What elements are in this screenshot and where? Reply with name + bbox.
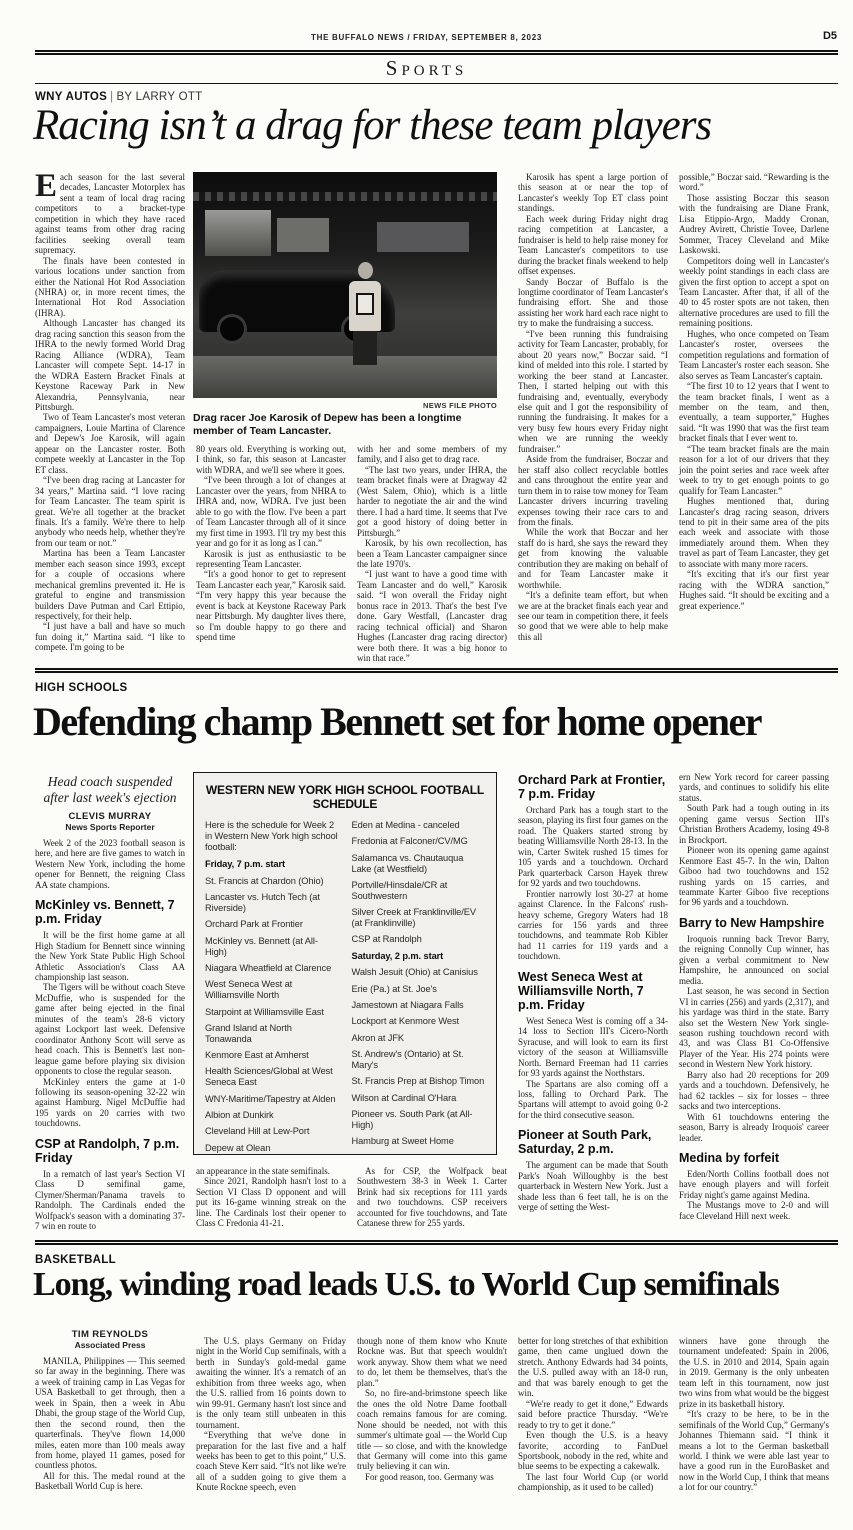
paragraph: Erie (Pa.) at St. Joe's <box>351 983 437 994</box>
column-subhead: Orchard Park at Frontier, 7 p.m. Friday <box>518 773 666 801</box>
driver-legs <box>353 331 377 365</box>
paragraph: 80 years old. Everything is working out, I think, so far, this season at Lancaster with WDRA, and we'll see where it goes. <box>196 444 346 475</box>
paragraph: CSP at Randolph <box>351 934 422 945</box>
paragraph: Hamburg at Sweet Home <box>351 1136 454 1147</box>
paragraph: ern New York record for career passing yards, and continues to solidify his elite status. <box>679 772 829 803</box>
paragraph: Albion at Dunkirk <box>205 1110 274 1121</box>
paragraph: possible,” Boczar said. “Rewarding is the word.” <box>679 172 829 193</box>
schedule-group-heading: Friday, 7 p.m. start <box>205 859 285 870</box>
author-title: News Sports Reporter <box>65 822 155 833</box>
paragraph: So, no fire-and-brimstone speech like the ones the old Notre Dame football coach remains famous for are coming. None should be needed, not with this summer's ultimate goal — the World Cup title — so close, and with the knowledge that Germany will come into this game truly believing it can win. <box>357 1388 507 1472</box>
racing-column-1 <box>35 172 185 653</box>
paragraph: “I've been drag racing at Lancaster for 34 years,” Martina said. “I love racing for Team Lancaster. The team spirit is great. We're all together at the bracket finals. It's a family. We're there to help anybody who needs help, whether they're from our team or not.” <box>35 475 185 548</box>
paragraph: The argument can be made that South Park's Noah Willoughby is the best quarterback in Western New York. Just a shade less than 6 feet tall, he is on the verge of setting the West- <box>518 1160 668 1213</box>
author-title: Associated Press <box>74 1340 146 1351</box>
highschools-column-1 <box>35 772 185 1232</box>
paragraph: Salamanca vs. Chautauqua Lake (at Westfield) <box>351 852 464 874</box>
highschools-column-3 <box>357 1166 507 1250</box>
paragraph: Week 2 of the 2023 football season is here, and here are five games to watch in Western New York, including the home opener for Bennett, the reigning Class AA state champions. <box>35 837 185 890</box>
paragraph: Eden/North Collins football does not have enough players and will forfeit Friday night's game against Medina. <box>679 1168 829 1200</box>
paragraph: “Everything that we've done in preparation for the last five and a half weeks has been to get to this point,” U.S. coach Steve Kerr said. “It's not like we're all of a sudden going to give them a Knute Rockne speech, even <box>196 1430 346 1493</box>
paragraph: Jamestown at Niagara Falls <box>351 999 464 1010</box>
masthead-rule <box>35 50 838 55</box>
paragraph: Pioneer vs. South Park (at All-High) <box>351 1109 473 1130</box>
paragraph: Starpoint at Williamsville East <box>205 1006 324 1017</box>
driver-head <box>358 262 373 279</box>
author-name: TIM REYNOLDS <box>71 1330 149 1340</box>
paragraph: “It's a good honor to get to represent Team Lancaster each year,” Karosik said. “I'm very happy this year because the event is back at Keystone Raceway Park near Pittsburgh. My daughter lives there, so I'm double happy to go there and spend time <box>196 569 346 643</box>
paragraph: Two of Team Lancaster's most veteran campaigners, Louie Martina of Clarence and Depew's Joe Karosik, will again appear on the Lancaster roster. Both compete weekly at Lancaster in the Top ET class. <box>35 412 185 475</box>
schedule-title: WESTERN NEW YORK HIGH SCHOOL FOOTBALL SCHEDULE <box>205 783 485 811</box>
paragraph: Walsh Jesuit (Ohio) at Canisius <box>351 967 478 978</box>
column-subhead: Barry to New Hampshire <box>679 915 825 930</box>
paragraph: Akron at JFK <box>351 1032 405 1043</box>
paragraph: Although Lancaster has changed its drag racing sanction this season from the IHRA to the newly formed World Drag Racing Alliance (WDRA), Team Lancaster will compete Sept. 14-17 in the WDRA Eastern Bracket Finals at Keystone Raceway Park in New Alexandria, Pennsylvania, near Pittsburgh. <box>35 318 185 412</box>
highschools-divider <box>35 668 838 673</box>
paragraph: “I've been running this fundraising activity for Team Lancaster, probably, for about 20 years now,” Boczar said. “I kind of melded into this role. I started by working the beer stand at Lancaster. Then, I started helping out with this fundraising and, eventually, everybody else quit and I got the responsibility of running the fundraising. It makes for a very busy few hours every Friday night when we are running the weekly fundraiser.” <box>518 328 668 454</box>
paragraph: WNY-Maritime/Tapestry at Alden <box>205 1093 336 1104</box>
highschools-column-1-text <box>35 838 185 1232</box>
section-title: Sports <box>385 56 468 80</box>
paragraph: Sandy Boczar of Buffalo is the longtime coordinator of Team Lancaster's fundraising effort. She and those assisting her work hard each race night to try to make the fundraising a success. <box>518 276 668 329</box>
paragraph: St. Francis Prep at Bishop Timon <box>351 1076 485 1087</box>
racing-column-5 <box>679 172 829 611</box>
paragraph: MANILA, Philippines — This seemed so far away in the beginning. There was a week of training camp in Las Vegas for USA Basketball to get through, then a week in Spain, then a week in Abu Dhabi, the group stage of the World Cup, then the second round, then the quarterfinals. They've flown 14,000 miles, eaten more than 100 meals away from home, played 11 games, posed for countless photos. <box>35 1355 185 1471</box>
basketball-kicker: BASKETBALL <box>35 1254 116 1266</box>
paragraph: winners have gone through the tournament undefeated: Spain in 2006, the U.S. in 2010 and 2014, Spain again in 2019. Germany is the only unbeaten team left in this tournament, now just two wins from what would be the biggest prize in its basketball history. <box>679 1336 829 1409</box>
football-schedule-box <box>193 772 497 1155</box>
paragraph: All for this. The medal round at the Basketball World Cup is here. <box>35 1470 185 1492</box>
paragraph: Wilson at Cardinal O'Hara <box>351 1092 457 1103</box>
paragraph: Aside from the fundraiser, Boczar and her staff also collect recyclable bottles and cans throughout the entire year and turn them in to raise tow money for Team Lancaster drivers incurring traveling expenses towing their race cars to and from the finals. <box>518 454 668 527</box>
paragraph: Grand Island at North Tonawanda <box>205 1022 292 1044</box>
basketball-article-body <box>35 1330 841 1530</box>
paragraph: Karosik is just as enthusiastic to be representing Team Lancaster. <box>196 548 346 569</box>
column-subhead: West Seneca West at Williamsville North, 7 p.m. Friday <box>518 969 644 1012</box>
paragraph: Each season for the last several decades, Lancaster Motorplex has sent a team of local drag racing competitors to a bracket-type competition in which they have raced against teams from other drag racing facilities seeking overall team supremacy. <box>35 172 185 256</box>
basketball-column-3 <box>357 1336 507 1482</box>
paragraph: Even though the U.S. is a heavy favorite, according to FanDuel Sportsbook, nobody in the red, white and blue seems to be expecting a cakewalk. <box>518 1430 668 1472</box>
racing-flags-icon <box>193 192 497 201</box>
paragraph: South Park had a tough outing in its opening game versus Section III's Christian Brothers Academy, losing 49-8 in Brockport. <box>679 803 829 845</box>
racing-byline: BY LARRY OTT <box>116 91 203 103</box>
column-subhead: Medina by forfeit <box>679 1150 780 1165</box>
paragraph: Pioneer won its opening game against Kenmore East 45-7. In the win, Dalton Giboo had two touchdowns and 152 rushing yards on 15 carries, and teammate Karter Giboo five receptions for 96 yards and a touchdown. <box>679 845 829 908</box>
racing-column-2 <box>196 444 346 643</box>
schedule-right-column <box>352 820 486 1155</box>
paragraph: Health Sciences/Global at West Seneca East <box>205 1066 333 1088</box>
paragraph: The U.S. plays Germany on Friday night in the World Cup semifinals, with a berth in Sunday's gold-medal game awaiting the winner. It's a rematch of an exhibition from three weeks ago, when the U.S. rallied from 16 points down to win 99-91. Germany hasn't lost since and is the only team still unbeaten in this tournament. <box>196 1336 346 1430</box>
car-wheel <box>217 314 247 344</box>
paragraph: Since 2021, Randolph hasn't lost to a Section VI Class D opponent and will put its 16-game winning streak on the line. The Cardinals lost their opener to Class C Fredonia 41-21. <box>196 1176 346 1229</box>
paragraph: As for CSP, the Wolfpack beat Southwestern 38-3 in Week 1. Carter Brink had six receptions for 111 yards and two touchdowns. CSP receivers accounted for five touchdowns, and Tate Catanese threw for 255 yards. <box>357 1166 507 1229</box>
schedule-group-heading: Saturday, 2 p.m. start <box>351 950 444 961</box>
paragraph: Portville/Hinsdale/CR at Southwestern <box>351 879 448 901</box>
kicker-label: WNY AUTOS <box>35 91 108 103</box>
paragraph: “I just want to have a good time with Team Lancaster and do well,” Karosik said. “I won overall the Friday night bonus race in 2013. That's the best I've done. Gary Westfall, (Lancaster drag racing technical official) and Sharon Hughes (Lancaster drag racing director) were both there. It was a big honor to win that race.” <box>357 569 507 664</box>
photo-banner <box>205 210 271 256</box>
column-subhead: CSP at Randolph, 7 p.m. Friday <box>35 1136 180 1165</box>
paragraph: Iroquois running back Trevor Barry, the reigning Connolly Cup winner, has given a verbal commitment to New Hampshire, he announced on social media. <box>679 933 829 986</box>
award-plaque <box>356 293 374 315</box>
paragraph: Cleveland Hill at Lew-Port <box>205 1126 310 1137</box>
paragraph: with her and some members of my family, and I also get to drag race. <box>357 444 507 465</box>
schedule-group-heading <box>352 1153 486 1155</box>
article-deck: Head coach suspended after last week's ejection <box>43 774 177 805</box>
highschools-kicker: HIGH SCHOOLS <box>35 682 128 694</box>
paragraph: Karosik, by his own recollection, has been a Team Lancaster campaigner since the late 1970's. <box>357 538 507 569</box>
author-name: CLEVIS MURRAY <box>68 811 152 822</box>
highschools-column-2 <box>196 1166 346 1250</box>
schedule-left-column <box>205 820 339 1155</box>
paragraph: Orchard Park at Frontier <box>205 919 303 930</box>
highschools-column-5 <box>679 772 829 1221</box>
paragraph: St. Francis at Chardon (Ohio) <box>205 875 324 886</box>
paragraph: Eden at Medina - canceled <box>351 820 460 830</box>
paragraph: Those assisting Boczar this season with the fundraising are Diane Frank, Lisa Etippio-Argo, Maddy Cronan, Audrey Avirett, Christie Tovee, Darlene Sommer, Tracey Cleveland and Mike Laskowski. <box>679 192 829 256</box>
paragraph: “It's crazy to be here, to be in the semifinals of the World Cup,” Germany's Johannes Thiemann said. “I think it means a lot to the German basketball world. I think we were able last year to have a good run in the EuroBasket and now in the World Cup, I think that means a lot for our country.” <box>679 1409 829 1493</box>
paragraph: better for long stretches of that exhibition game, then came unglued down the stretch. Anthony Edwards had 34 points, the U.S. pulled away with an 18-0 run, and that was barely enough to get the win. <box>518 1336 668 1399</box>
paragraph: St. Andrew's (Ontario) at St. Mary's <box>351 1049 464 1070</box>
paragraph: Hughes, who once competed on Team Lancaster's roster, oversees the competition regulations and formation of Team Lancaster's roster each season. She also serves as Team Lancaster's captain. <box>679 328 829 381</box>
paragraph: Silver Creek at Franklinville/EV (at Franklinville) <box>351 907 476 928</box>
paragraph: Competitors doing well in Lancaster's weekly point standings in each class are given the first option to accept a spot on Team Lancaster. After that, if all of the 40 to 45 roster spots are not taken, then alternative procedures are used to fill the remaining positions. <box>679 255 829 329</box>
paragraph: Kenmore East at Amherst <box>205 1050 309 1061</box>
basketball-column-1-text <box>35 1356 185 1492</box>
paragraph: Frontier narrowly lost 30-27 at home against Clarence. In the Falcons' rush-heavy scheme, Gregory Waters had 18 carries for 156 yards and three touchdowns, and teammate Rob Kibler had 11 carries for 119 yards and a touchdown. <box>518 888 668 962</box>
paragraph: Orchard Park has a tough start to the season, playing its first four games on the road. The Quakers started strong by beating Williamsville North 28-13. In the win, Carter Switek rushed 15 times for 105 yards and a touchdown. Orchard Park quarterback Carson Hayek threw for 92 yards and two touchdowns. <box>518 805 668 889</box>
racing-headline: Racing isn’t a drag for these team players <box>33 102 712 149</box>
paragraph: Each week during Friday night drag racing competition at Lancaster, a fundraiser is held to help raise money for Team Lancaster's competitors to use during the bracket finals weekend to help offset expenses. <box>518 213 668 277</box>
photo-caption: Drag racer Joe Karosik of Depew has been a longtime member of Team Lancaster. <box>193 412 462 437</box>
basketball-column-5 <box>679 1336 829 1493</box>
paragraph: Niagara Wheatfield at Clarence <box>205 962 332 973</box>
paragraph: West Seneca West at Williamsville North <box>205 979 293 1001</box>
paragraph: With 61 touchdowns entering the season, Barry is already Iroquois' career leader. <box>679 1111 829 1143</box>
paragraph: Last season, he was second in Section VI in carries (256) and yards (2,317), and his yardage was third in the state. Barry also set the Western New York single-season rushing touchdown record with 43, and was Class B1 Co-Offensive Player of the Year. His 274 points were second in Western New York history. <box>679 986 829 1070</box>
photo-credit: NEWS FILE PHOTO <box>423 401 497 410</box>
basketball-column-2 <box>196 1336 346 1493</box>
basketball-column-4 <box>518 1336 668 1493</box>
paragraph: Lancaster vs. Hutch Tech (at Riverside) <box>205 892 320 913</box>
paragraph: “The first 10 to 12 years that I went to the team bracket finals, I went as a member on the team, and then, eventually, a team supporter,” Hughes said. “It was 1990 that was the first team bracket finals that I ever went to. <box>679 381 829 444</box>
paragraph: “It's exciting that it's our first year racing with the WDRA sanction,” Hughes said. “It should be exciting and a great experience.” <box>679 569 829 611</box>
paragraph: It will be the first home game at all High Stadium for Bennett since winning the New York State Public High School Athletic Association's Class AA championship last season. <box>35 930 185 982</box>
paragraph: “The team bracket finals are the main reason for a lot of our drivers that they join the point series and race week after week to try to get enough points to go qualify for Team Lancaster.” <box>679 443 829 496</box>
paragraph: “I just have a ball and have so much fun doing it,” Martina said. “I like to compete. I'm going to be <box>35 621 185 653</box>
page-number: D5 <box>822 30 837 42</box>
paragraph: “The last two years, under IHRA, the team bracket finals were at Dragway 42 (West Salem, Ohio), which is a little harder to negotiate the air and the wind there. I had a hard time. It seems that I've got a good history of doing better in Pittsburgh.” <box>357 464 507 538</box>
paragraph: The finals have been contested in various locations under sanction from either the National Hot Rod Association (NHRA) or, in more recent times, the International Hot Rod Association (IHRA). <box>35 255 185 318</box>
racing-column-4 <box>518 172 668 642</box>
paragraph: Depew at Olean <box>205 1142 271 1153</box>
paragraph: Lockport at Kenmore West <box>351 1016 459 1027</box>
paragraph: “It's a definite team effort, but when we are at the bracket finals each year and see our team in competition there, it feels so good that we were able to help make this all <box>518 590 668 642</box>
paragraph: though none of them know who Knute Rockne was. But that speech wouldn't work anyway. Show them what we need to do, let them be themselves, that's the plan.” <box>357 1336 507 1388</box>
basketball-divider <box>35 1240 838 1245</box>
highschools-headline: Defending champ Bennett set for home opener <box>33 699 762 744</box>
paragraph: Barry also had 20 receptions for 209 yards and a touchdown. Defensively, he had 62 tackles – six for losses – three sacks and two interceptions. <box>679 1069 829 1112</box>
basketball-headline: Long, winding road leads U.S. to World Cup semifinals <box>33 1266 779 1303</box>
photo-banner <box>377 222 469 252</box>
paragraph: an appearance in the state semifinals. <box>196 1166 330 1176</box>
paragraph: Fredonia at Falconer/CV/MG <box>351 836 468 847</box>
paragraph: McKinley enters the game at 1-0 following its season-opening 32-22 win against Hamburg. Nigel McDuffie had 195 yards on 20 carries with two touchdowns. <box>35 1076 185 1129</box>
photo-block <box>193 172 497 438</box>
paragraph: The Mustangs move to 2-0 and will face Cleveland Hill next week. <box>679 1200 829 1221</box>
paragraph: Karosik has spent a large portion of this season at or near the top of Lancaster's weekly Top ET class point standings. <box>518 172 668 214</box>
paragraph: For good reason, too. Germany was <box>365 1471 494 1482</box>
paragraph: “I've been through a lot of changes at Lancaster over the years, from NHRA to IHRA and, now, WDRA. I've just been able to go with the flow. I've been a part of Team Lancaster through all of it since my first time in 1993. I'll try my best this year and go for it as long as I can.” <box>196 475 346 549</box>
section-rule <box>35 83 838 84</box>
photo-banner <box>277 218 329 252</box>
paragraph: The last four World Cup (or world championship, as it used to be called) <box>518 1471 668 1493</box>
paragraph: Hughes mentioned that, during Lancaster's drag racing season, drivers tend to pit in their same area of the pits each week and associate with those immediately around them. When they travel as part of Team Lancaster, they get to associate with many more racers. <box>679 496 829 569</box>
paragraph: The Tigers will be without coach Steve McDuffie, who is suspended for the game after being ejected in the final minutes of the team's 28-6 victory against Lockport last week. Defensive coordinator Anthony Scott will serve as head coach. This is Bennett's last non-league game before playing six division opponents to close the regular season. <box>35 982 185 1077</box>
masthead-date: THE BUFFALO NEWS / FRIDAY, SEPTEMBER 8, 2023 <box>311 33 542 42</box>
article-photo <box>193 172 497 398</box>
kicker-separator: | <box>110 91 114 103</box>
paragraph: McKinley vs. Bennett (at All-High) <box>205 935 318 957</box>
column-subhead: Pioneer at South Park, Saturday, 2 p.m. <box>518 1128 652 1157</box>
schedule-columns <box>205 820 485 1155</box>
paragraph: Here is the schedule for Week 2 in Western New York high school football: <box>205 820 338 852</box>
paragraph: West Seneca West is coming off a 34-14 loss to Section III's Cicero-North Syracuse, and will look to earn its first victory of the season at Williamsville North. Bernard Freeman had 11 carries for 93 yards against the Northstars. <box>518 1015 668 1079</box>
paragraph: In a rematch of last year's Section VI Class D semifinal game, Clymer/Sherman/Panama travels to Randolph. The Cardinals ended the Wolfpack's season with a dominating 37-7 win en route to <box>35 1168 185 1232</box>
paragraph: “We're ready to get it done,” Edwards said before practice Thursday. “We're ready to try to get it done.” <box>518 1398 668 1430</box>
highschools-article-body <box>35 772 841 1250</box>
driver-figure <box>343 262 387 365</box>
paragraph: Martina has been a Team Lancaster member each season since 1993, except for a couple of occasions where mechanical gremlins prevented it. He is grateful to engine and transmission builders Dave Putman and Carl Ettipio, respectively, for their help. <box>35 548 185 622</box>
racing-column-3 <box>357 444 507 664</box>
basketball-column-1 <box>35 1330 185 1492</box>
paragraph: While the work that Boczar and her staff do is hard, she says the reward they get from knowing the valuable contribution they are making on behalf of and for Team Lancaster make it worthwhile. <box>518 527 668 590</box>
highschools-column-4 <box>518 772 668 1213</box>
racing-article-body <box>35 172 841 664</box>
column-subhead: McKinley vs. Bennett, 7 p.m. Friday <box>35 898 175 927</box>
paragraph: The Spartans are also coming off a loss, falling to Orchard Park. The Spartans will attempt to avoid going 0-2 for the third consecutive season. <box>518 1078 668 1120</box>
